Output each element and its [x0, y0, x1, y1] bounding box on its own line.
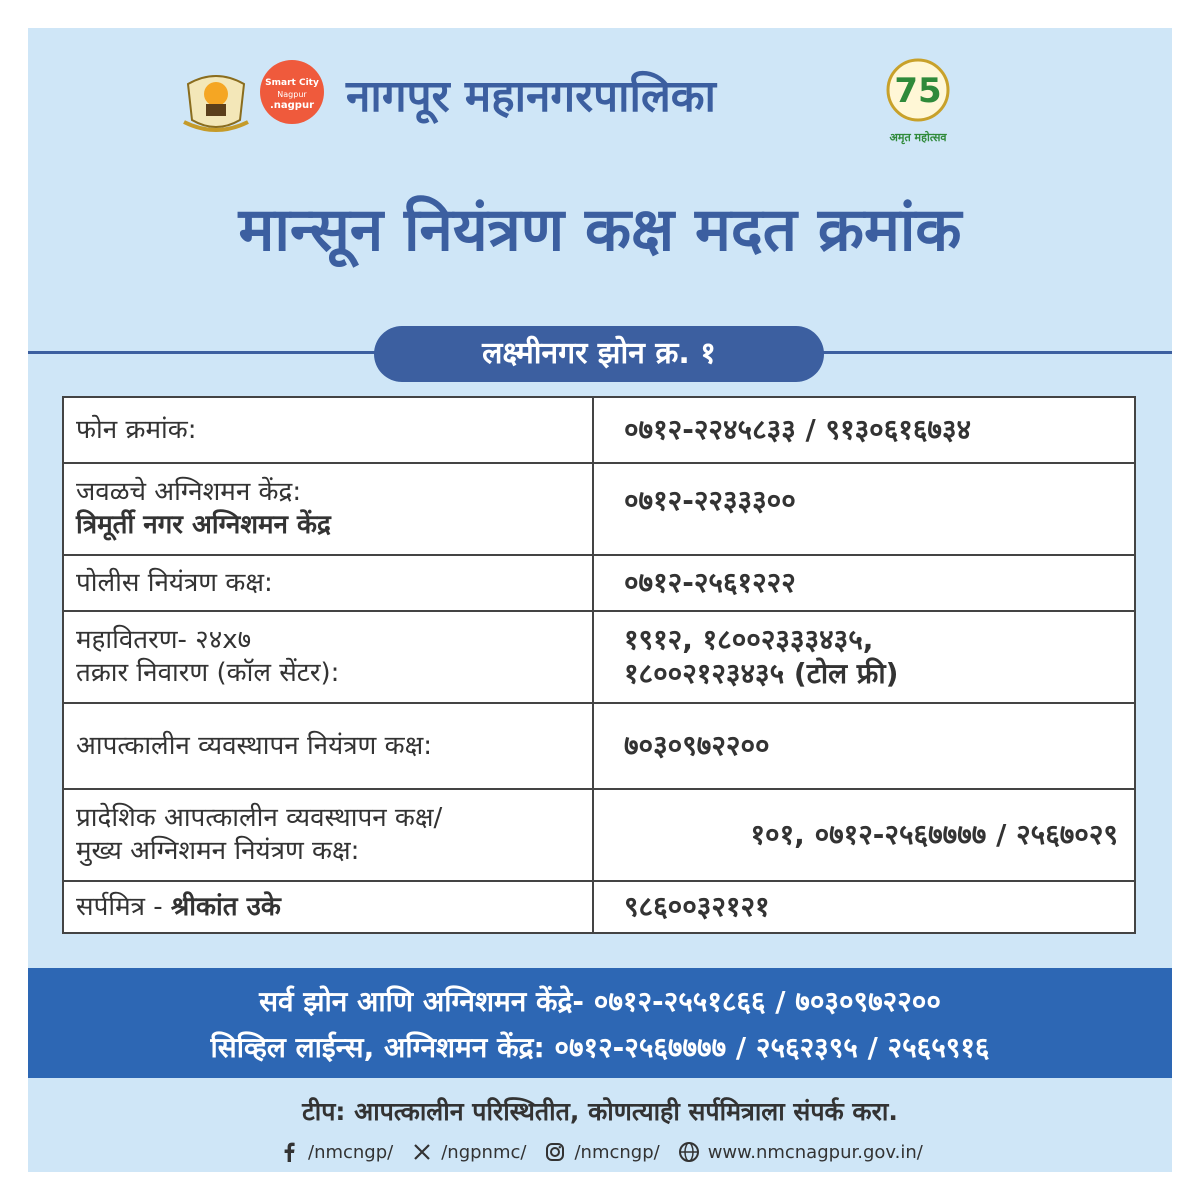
table-row [64, 882, 1134, 932]
x-link[interactable] [411, 1141, 526, 1163]
label-text [76, 891, 580, 924]
table-row [64, 464, 1134, 556]
nmc-emblem-icon [180, 64, 252, 136]
facebook-handle: /nmcngp/ [308, 1141, 394, 1163]
row-value [594, 790, 1134, 880]
poster [28, 28, 1172, 1172]
label-subtext: त्रिमूर्ती नगर अग्निशमन केंद्र [76, 510, 331, 540]
row-value [594, 398, 1134, 462]
snake-rescuer-name: श्रीकांत उके [170, 891, 281, 922]
phone-number: ०७१२-२२४५८३३ / ९१३०६१६७३४ [624, 413, 972, 446]
phone-number: १०१, ०७१२-२५६७७७७ / २५६७०२९ [750, 818, 1118, 851]
phone-number: ९८६००३२१२१ [624, 890, 770, 923]
all-zones-band [28, 968, 1172, 1078]
label-subtext: मुख्य अग्निशमन नियंत्रण कक्ष: [76, 836, 360, 866]
row-value [594, 556, 1134, 610]
table-row [64, 612, 1134, 704]
x-handle: /ngpnmc/ [441, 1141, 527, 1163]
smart-city-domain: .nagpur [269, 100, 315, 111]
website-link[interactable] [678, 1141, 923, 1163]
instagram-link[interactable] [544, 1141, 659, 1163]
label-prefix: सर्पमित्र - [76, 891, 171, 922]
row-value [594, 464, 1134, 554]
label-text: जवळचे अग्निशमन केंद्र: [76, 477, 302, 507]
row-label [64, 398, 594, 462]
row-value [594, 882, 1134, 932]
smart-city-subtext: Nagpur [277, 90, 307, 99]
row-label [64, 556, 594, 610]
amrut-mahotsav-logo [880, 50, 956, 148]
row-label [64, 790, 594, 880]
facebook-link[interactable] [278, 1141, 393, 1163]
table-row [64, 790, 1134, 882]
phone-number: १९१२, १८००२३३३४३५, [624, 623, 874, 656]
all-zones-line: सर्व झोन आणि अग्निशमन केंद्रे- ०७१२-२५५१८६६ / ७०३०९७२२०० [259, 985, 941, 1018]
civil-lines-line: सिव्हिल लाईन्स, अग्निशमन केंद्र: ०७१२-२५६७७७७ / २५६२३९५ / २५६५९१६ [210, 1031, 990, 1064]
row-label [64, 464, 594, 554]
row-value [594, 704, 1134, 788]
svg-text:75: 75 [894, 71, 942, 111]
page-title: मान्सून नियंत्रण कक्ष मदत क्रमांक [238, 195, 962, 265]
phone-number-tollfree: १८००२१२३४३५ (टोल फ्री) [624, 657, 899, 690]
label-subtext: तक्रार निवारण (कॉल सेंटर): [76, 658, 340, 688]
row-label [64, 612, 594, 702]
instagram-icon [544, 1141, 566, 1163]
helpline-table [62, 396, 1136, 934]
zone-badge: लक्ष्मीनगर झोन क्र. १ [374, 326, 824, 382]
globe-icon [678, 1141, 700, 1163]
phone-number: ०७१२-२२३३३०० [624, 484, 796, 517]
instagram-handle: /nmcngp/ [574, 1141, 660, 1163]
amrut-mahotsav-text: अमृत महोत्सव [889, 131, 947, 144]
seventy-five-icon [880, 50, 956, 126]
social-links [278, 1136, 941, 1168]
header [28, 28, 1172, 348]
row-label [64, 882, 594, 932]
website-url: www.nmcnagpur.gov.in/ [707, 1141, 923, 1163]
row-label [64, 704, 594, 788]
row-value [594, 612, 1134, 702]
label-text: फोन क्रमांक: [76, 414, 197, 445]
facebook-icon [278, 1141, 300, 1163]
label-text: पोलीस नियंत्रण कक्ष: [76, 567, 273, 598]
smart-city-text: Smart City [265, 78, 319, 88]
phone-number: ०७१२-२५६१२२२ [624, 566, 796, 599]
label-text: आपत्कालीन व्यवस्थापन नियंत्रण कक्ष: [76, 730, 432, 761]
phone-number: ७०३०९७२२०० [624, 729, 770, 762]
tip-text: टीप: आपत्कालीन परिस्थितीत, कोणत्याही सर्पमित्राला संपर्क करा. [302, 1097, 898, 1126]
smart-city-logo [260, 60, 324, 124]
org-name: नागपूर महानगरपालिका [346, 71, 716, 122]
table-row [64, 556, 1134, 612]
table-row [64, 704, 1134, 790]
label-text: महावितरण- २४x७ [76, 625, 252, 655]
x-icon [411, 1141, 433, 1163]
label-text: प्रादेशिक आपत्कालीन व्यवस्थापन कक्ष/ [76, 803, 443, 833]
table-row [64, 398, 1134, 464]
